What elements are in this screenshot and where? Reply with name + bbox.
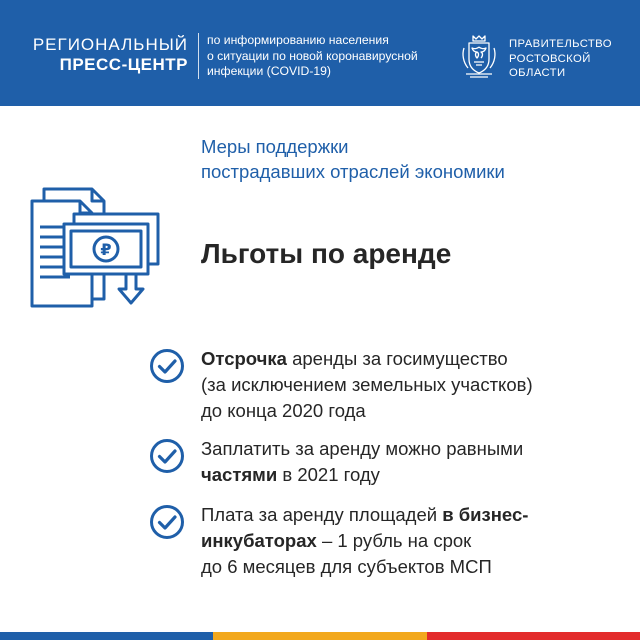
press-center-description bbox=[207, 33, 447, 80]
gov-line: ПРАВИТЕЛЬСТВО bbox=[509, 38, 612, 50]
about-line: инфекции (COVID-19) bbox=[207, 64, 331, 78]
benefit-text bbox=[201, 436, 523, 488]
about-line: о ситуации по новой коронавирусной bbox=[207, 48, 418, 63]
stripe-segment-yellow bbox=[213, 632, 426, 640]
gov-line: ОБЛАСТИ bbox=[509, 67, 566, 79]
rent-document-ruble-icon bbox=[26, 177, 166, 310]
stripe-segment-blue bbox=[0, 632, 213, 640]
benefit-line: Отсрочка аренды за госимущество bbox=[201, 348, 508, 369]
subtitle-line: пострадавших отраслей экономики bbox=[201, 161, 505, 182]
header-banner bbox=[0, 0, 640, 106]
benefit-line: Заплатить за аренду можно равными bbox=[201, 438, 524, 459]
check-circle-icon bbox=[149, 504, 185, 540]
check-circle-icon bbox=[149, 348, 185, 384]
header-divider bbox=[198, 33, 199, 79]
benefit-line: (за исключением земельных участков) bbox=[201, 374, 533, 395]
benefit-text bbox=[201, 502, 528, 580]
benefit-line: Плата за аренду площадей в бизнес- bbox=[201, 504, 529, 525]
benefit-line: до конца 2020 года bbox=[201, 400, 366, 421]
page-title: Льготы по аренде bbox=[201, 238, 452, 269]
about-line: по информированию населения bbox=[207, 33, 389, 47]
gov-line: РОСТОВСКОЙ bbox=[509, 52, 591, 65]
bottom-color-stripe bbox=[0, 632, 640, 640]
brand-line-1: РЕГИОНАЛЬНЫЙ bbox=[32, 35, 188, 54]
government-label bbox=[509, 37, 612, 81]
press-center-logo bbox=[33, 35, 188, 75]
benefit-text bbox=[201, 346, 533, 424]
ruble-sign: ₽ bbox=[100, 240, 112, 259]
stripe-segment-red bbox=[427, 632, 640, 640]
benefit-line: до 6 месяцев для субъектов МСП bbox=[201, 556, 492, 577]
rostov-coat-of-arms-icon bbox=[460, 34, 498, 80]
brand-line-2: ПРЕСС-ЦЕНТР bbox=[59, 55, 188, 74]
section-subtitle bbox=[201, 134, 505, 184]
subtitle-line: Меры поддержки bbox=[201, 136, 349, 157]
check-circle-icon bbox=[149, 438, 185, 474]
benefit-line: инкубаторах – 1 рубль на срок bbox=[201, 530, 472, 551]
benefit-line: частями в 2021 году bbox=[201, 464, 380, 485]
